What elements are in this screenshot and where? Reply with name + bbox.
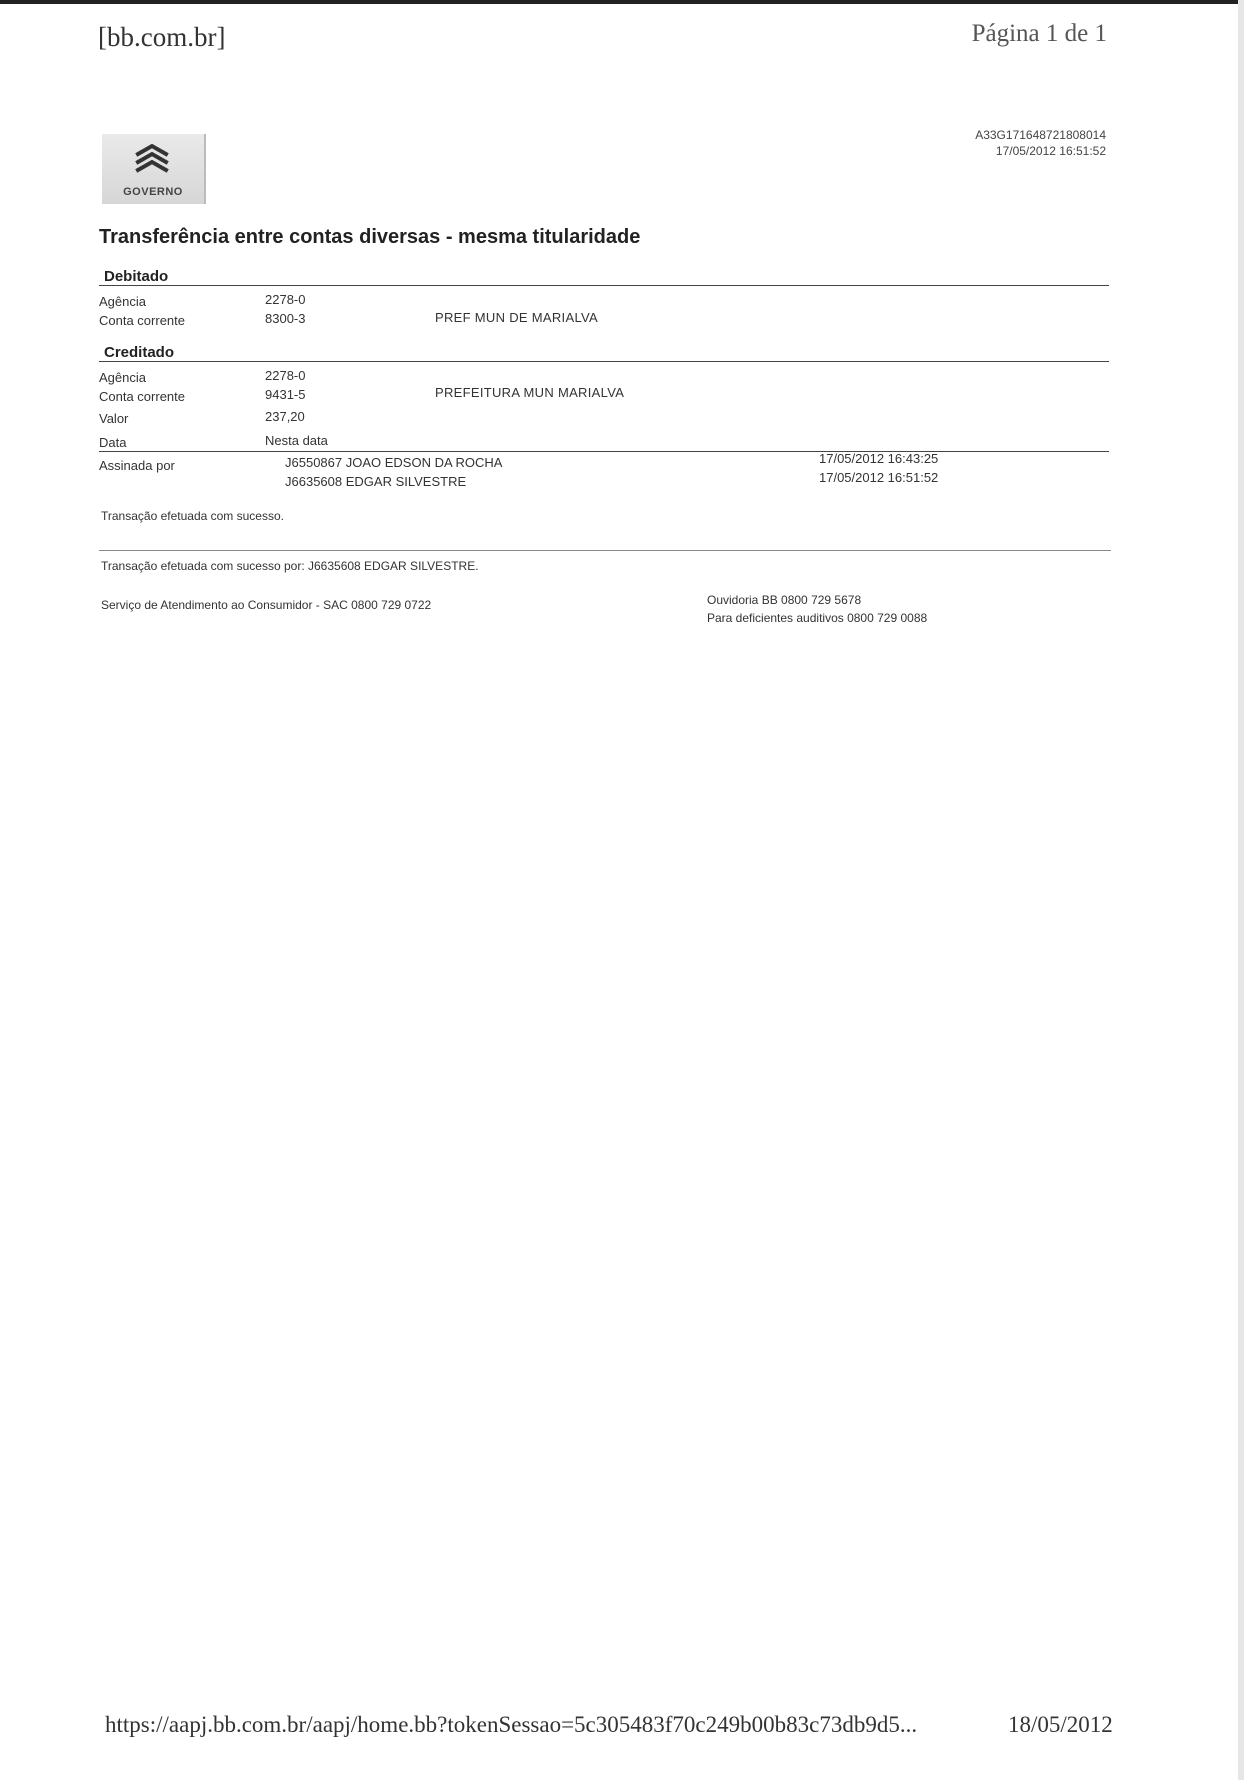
hearing-impaired-contact: Para deficientes auditivos 0800 729 0088 bbox=[707, 611, 928, 625]
debit-account-value: 8300-3 bbox=[265, 311, 306, 326]
signed-by-label: Assinada por bbox=[99, 458, 175, 473]
status-divider bbox=[99, 550, 1111, 551]
amount-value: 237,20 bbox=[265, 409, 305, 424]
document-title: Transferência entre contas diversas - mesma titularidade bbox=[99, 226, 641, 248]
sac-contact: Serviço de Atendimento ao Consumidor - SAC 0800 729 0722 bbox=[101, 598, 432, 612]
credit-agency-label: Agência bbox=[99, 370, 146, 385]
transaction-status: Transação efetuada com sucesso. bbox=[101, 509, 284, 523]
signer-1: J6550867 JOAO EDSON DA ROCHA bbox=[285, 455, 503, 470]
credit-account-label: Conta corrente bbox=[99, 389, 185, 404]
debit-agency-value: 2278-0 bbox=[265, 292, 306, 307]
footer-url: https://aapj.bb.com.br/aapj/home.bb?tokenSessao=5c305483f70c249b00b83c73db9d5... bbox=[105, 1712, 918, 1737]
debit-agency-label: Agência bbox=[99, 294, 146, 309]
signer-2: J6635608 EDGAR SILVESTRE bbox=[285, 474, 467, 489]
signer-2-datetime: 17/05/2012 16:51:52 bbox=[819, 470, 939, 485]
authentication-block bbox=[975, 127, 1106, 159]
scan-border-right bbox=[1238, 0, 1244, 1780]
amount-label: Valor bbox=[99, 411, 129, 426]
authentication-code: A33G171648721808014 bbox=[975, 128, 1106, 142]
debit-account-label: Conta corrente bbox=[99, 313, 185, 328]
authentication-timestamp: 17/05/2012 16:51:52 bbox=[995, 144, 1106, 158]
credit-agency-value: 2278-0 bbox=[265, 368, 306, 383]
debit-holder-name: PREF MUN DE MARIALVA bbox=[435, 310, 598, 325]
date-label: Data bbox=[99, 435, 127, 450]
credit-divider bbox=[99, 361, 1109, 362]
bb-logo-icon bbox=[132, 140, 172, 180]
credit-account-value: 9431-5 bbox=[265, 387, 306, 402]
scan-border-top bbox=[0, 0, 1244, 4]
date-value: Nesta data bbox=[265, 433, 328, 448]
signer-1-datetime: 17/05/2012 16:43:25 bbox=[819, 451, 939, 466]
credit-heading: Creditado bbox=[104, 344, 175, 361]
ombudsman-contact: Ouvidoria BB 0800 729 5678 bbox=[707, 593, 862, 607]
debit-divider bbox=[99, 285, 1109, 286]
transaction-status-by: Transação efetuada com sucesso por: J6635608 EDGAR SILVESTRE. bbox=[101, 559, 479, 573]
site-header: [bb.com.br] bbox=[98, 22, 226, 52]
credit-holder-name: PREFEITURA MUN MARIALVA bbox=[435, 385, 625, 400]
debit-heading: Debitado bbox=[104, 268, 169, 285]
signature-divider bbox=[99, 451, 1109, 452]
bank-logo bbox=[102, 134, 206, 204]
footer-date: 18/05/2012 bbox=[1008, 1712, 1113, 1737]
page-number: Página 1 de 1 bbox=[971, 20, 1107, 47]
logo-label: GOVERNO bbox=[123, 186, 183, 198]
